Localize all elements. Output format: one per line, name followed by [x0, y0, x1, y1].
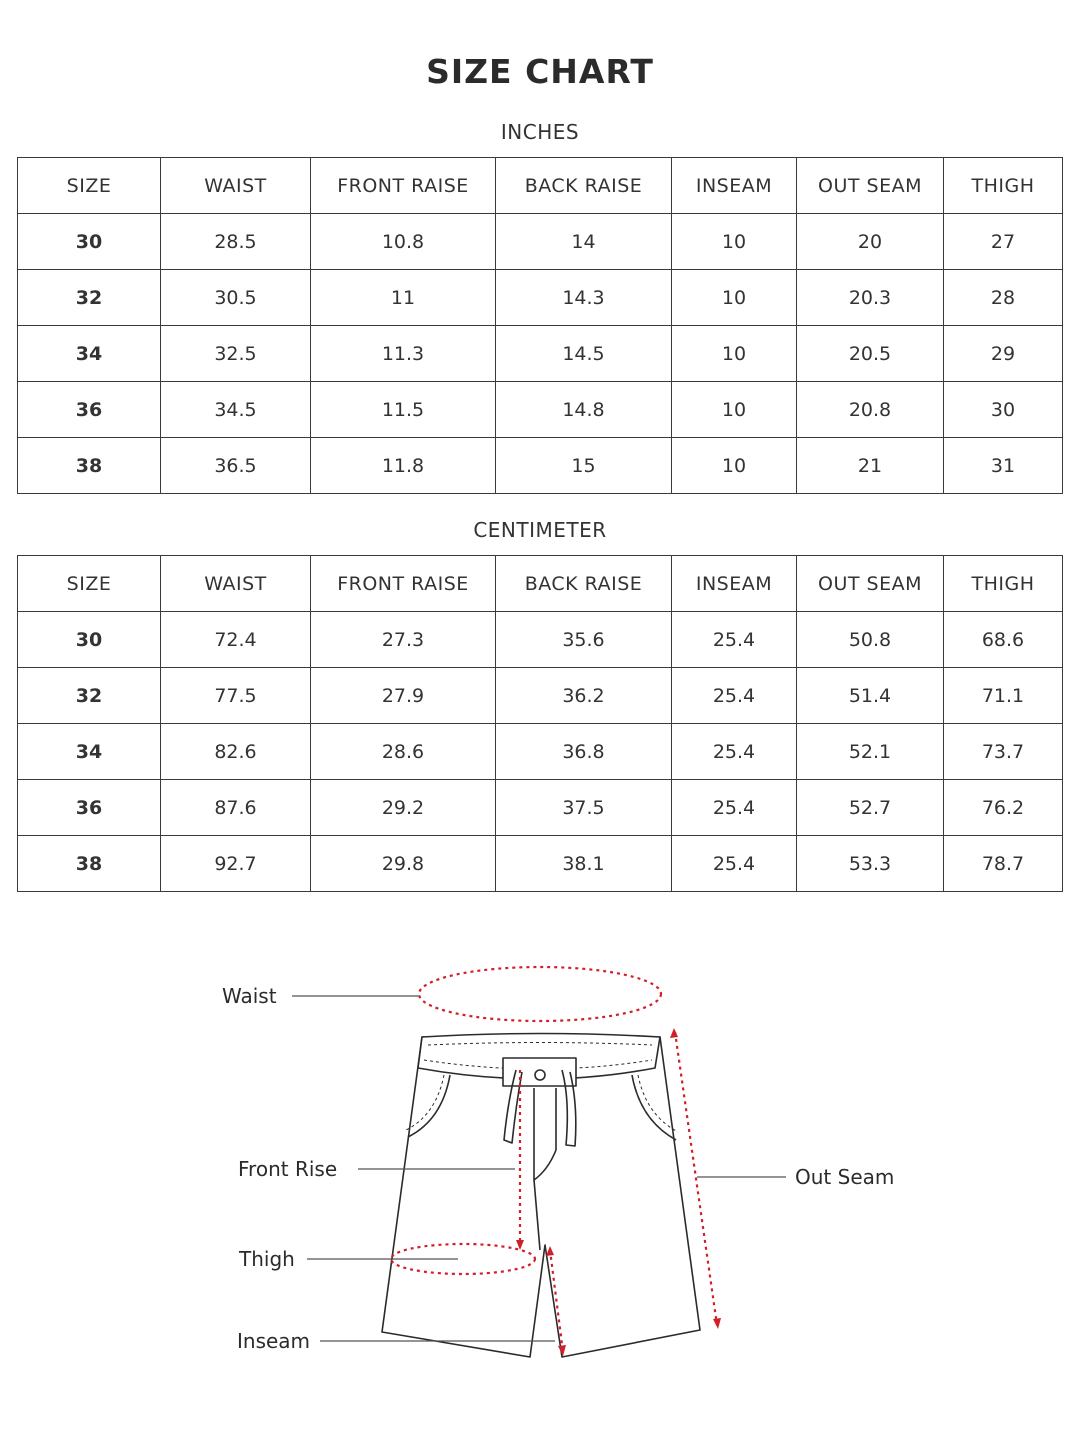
measurement-cell: 50.8 [797, 612, 944, 668]
measurement-cell: 10 [672, 326, 797, 382]
measurement-cell: 36.2 [496, 668, 672, 724]
size-cell: 30 [18, 612, 161, 668]
measurement-cell: 14 [496, 214, 672, 270]
measurement-cell: 29.2 [311, 780, 496, 836]
measurement-cell: 11.5 [311, 382, 496, 438]
column-header-out-seam: OUT SEAM [797, 556, 944, 612]
page-title: SIZE CHART [426, 52, 654, 91]
inches-size-table [17, 157, 1063, 494]
measurement-cell: 87.6 [161, 780, 311, 836]
measurement-cell: 25.4 [672, 612, 797, 668]
measurement-cell: 20 [797, 214, 944, 270]
measurement-cell: 20.5 [797, 326, 944, 382]
size-cell: 32 [18, 270, 161, 326]
size-cell: 30 [18, 214, 161, 270]
measurement-cell: 38.1 [496, 836, 672, 892]
measurement-cell: 11.3 [311, 326, 496, 382]
table-row [18, 326, 1063, 382]
size-cell: 32 [18, 668, 161, 724]
column-header-thigh: THIGH [944, 158, 1063, 214]
column-header-front-raise: FRONT RAISE [311, 158, 496, 214]
size-cell: 38 [18, 836, 161, 892]
inseam-label: Inseam [237, 1329, 311, 1353]
centimeter-size-table [17, 555, 1063, 892]
measurement-cell: 10 [672, 214, 797, 270]
column-header-inseam: INSEAM [672, 158, 797, 214]
measurement-cell: 73.7 [944, 724, 1063, 780]
measurement-cell: 25.4 [672, 724, 797, 780]
waist-measure-ellipse [419, 967, 661, 1021]
table-header-row [18, 556, 1063, 612]
column-header-size: SIZE [18, 158, 161, 214]
measurement-cell: 30.5 [161, 270, 311, 326]
waist-label: Waist [222, 984, 277, 1008]
arrow-head-icon [713, 1318, 721, 1329]
measurement-cell: 20.3 [797, 270, 944, 326]
arrow-head-icon [670, 1028, 678, 1038]
column-header-out-seam: OUT SEAM [797, 158, 944, 214]
measurement-cell: 28.5 [161, 214, 311, 270]
measurement-cell: 35.6 [496, 612, 672, 668]
table-header-row [18, 158, 1063, 214]
size-cell: 34 [18, 326, 161, 382]
table-row [18, 270, 1063, 326]
measurement-diagram [0, 900, 1080, 1400]
column-header-waist: WAIST [161, 158, 311, 214]
column-header-inseam: INSEAM [672, 556, 797, 612]
shorts-illustration-icon [382, 1034, 700, 1358]
measurement-cell: 78.7 [944, 836, 1063, 892]
measurement-cell: 25.4 [672, 780, 797, 836]
measurement-cell: 29 [944, 326, 1063, 382]
measurement-cell: 11 [311, 270, 496, 326]
measurement-cell: 72.4 [161, 612, 311, 668]
table-row [18, 382, 1063, 438]
measurement-cell: 29.8 [311, 836, 496, 892]
column-header-thigh: THIGH [944, 556, 1063, 612]
measurement-cell: 36.5 [161, 438, 311, 494]
measurement-cell: 10 [672, 270, 797, 326]
size-cell: 36 [18, 780, 161, 836]
measurement-cell: 52.7 [797, 780, 944, 836]
table-row [18, 668, 1063, 724]
table-row [18, 438, 1063, 494]
measurement-cell: 14.5 [496, 326, 672, 382]
measurement-cell: 30 [944, 382, 1063, 438]
measurement-cell: 68.6 [944, 612, 1063, 668]
front-rise-label: Front Rise [238, 1157, 338, 1181]
measurement-cell: 28.6 [311, 724, 496, 780]
measurement-cell: 25.4 [672, 668, 797, 724]
size-cell: 38 [18, 438, 161, 494]
measurement-cell: 10.8 [311, 214, 496, 270]
measurement-cell: 27.3 [311, 612, 496, 668]
table-row [18, 836, 1063, 892]
measurement-cell: 11.8 [311, 438, 496, 494]
measurement-cell: 31 [944, 438, 1063, 494]
measurement-cell: 37.5 [496, 780, 672, 836]
column-header-back-raise: BACK RAISE [496, 158, 672, 214]
measurement-cell: 52.1 [797, 724, 944, 780]
measurement-cell: 51.4 [797, 668, 944, 724]
column-header-back-raise: BACK RAISE [496, 556, 672, 612]
measurement-cell: 10 [672, 382, 797, 438]
measurement-cell: 10 [672, 438, 797, 494]
measurement-cell: 20.8 [797, 382, 944, 438]
measurement-cell: 32.5 [161, 326, 311, 382]
table-row [18, 724, 1063, 780]
measurement-cell: 15 [496, 438, 672, 494]
size-cell: 36 [18, 382, 161, 438]
measurement-cell: 53.3 [797, 836, 944, 892]
measurement-cell: 77.5 [161, 668, 311, 724]
measurement-cell: 27.9 [311, 668, 496, 724]
measurement-cell: 36.8 [496, 724, 672, 780]
table-row [18, 780, 1063, 836]
measurement-cell: 76.2 [944, 780, 1063, 836]
column-header-size: SIZE [18, 556, 161, 612]
inches-section-label: INCHES [500, 120, 580, 144]
measurement-cell: 21 [797, 438, 944, 494]
thigh-label: Thigh [239, 1247, 295, 1271]
measurement-cell: 71.1 [944, 668, 1063, 724]
measurement-cell: 27 [944, 214, 1063, 270]
measurement-cell: 14.8 [496, 382, 672, 438]
table-row [18, 612, 1063, 668]
measurement-cell: 28 [944, 270, 1063, 326]
table-row [18, 214, 1063, 270]
measurement-cell: 14.3 [496, 270, 672, 326]
out-seam-label: Out Seam [795, 1165, 895, 1189]
column-header-waist: WAIST [161, 556, 311, 612]
size-cell: 34 [18, 724, 161, 780]
centimeter-section-label: CENTIMETER [473, 518, 607, 542]
measurement-cell: 92.7 [161, 836, 311, 892]
column-header-front-raise: FRONT RAISE [311, 556, 496, 612]
measurement-cell: 25.4 [672, 836, 797, 892]
measurement-cell: 82.6 [161, 724, 311, 780]
measurement-cell: 34.5 [161, 382, 311, 438]
